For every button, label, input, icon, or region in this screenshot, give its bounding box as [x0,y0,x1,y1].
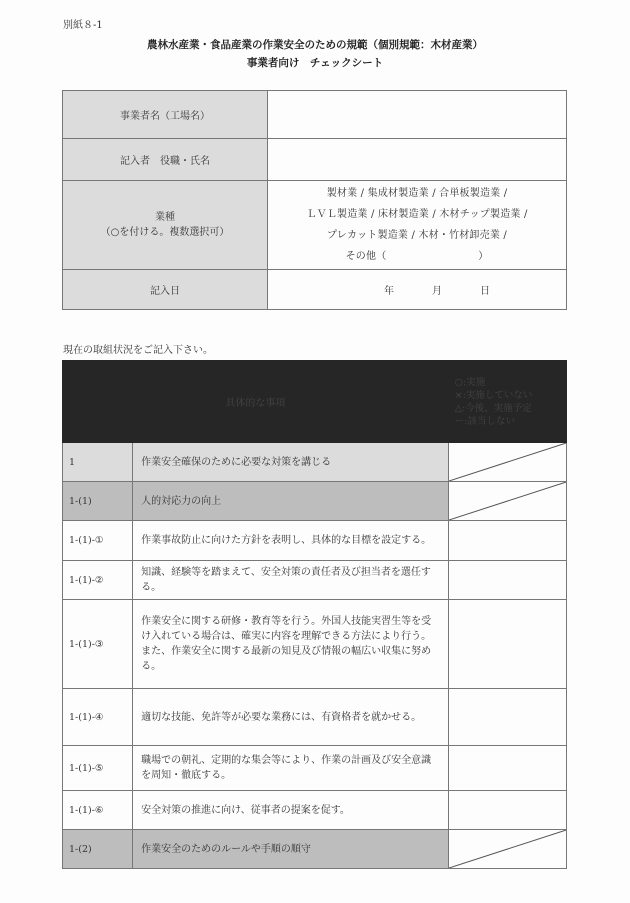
row-description: 作業安全確保のために必要な対策を講じる [133,443,449,482]
table-row [63,600,567,689]
date-month-label: 月 [432,286,442,297]
document-subtitle: 事業者向け チェックシート [246,57,384,69]
checklist-header-row [63,361,567,443]
status-legend [448,361,566,443]
status-cell-disabled [448,482,566,521]
business-name-row [63,91,567,139]
row-number: 1-(1) [63,482,133,521]
writer-label: 記入者 役職・氏名 [63,139,268,181]
industry-option-line[interactable]: プレカット製造業 / 木材・竹材卸売業 / [327,230,507,241]
business-name-field[interactable] [268,91,567,139]
row-number: 1-(1)-⑥ [63,791,133,830]
status-cell-disabled [448,443,566,482]
annex-label: 別紙８-1 [63,20,103,31]
industry-label: 業種 [155,212,175,223]
header-item: 具体的な事項 [63,361,449,443]
row-number: 1-(1)-⑤ [63,746,133,791]
legend-done: ○:実施 [454,376,486,388]
industry-option-line[interactable]: 製材業 / 集成材製造業 / 合単板製造業 / [326,188,508,199]
status-input-cell[interactable] [448,746,566,791]
row-number: 1-(1)-① [63,521,133,561]
row-number: 1 [63,443,133,482]
status-input-cell[interactable] [448,600,566,689]
row-number: 1-(1)-④ [63,689,133,746]
row-description: 作業安全のためのルールや手順の順守 [133,830,449,869]
table-row [63,746,567,791]
diagonal-slash-icon [449,830,566,868]
legend-not-applicable: ー:該当しない [454,415,515,427]
row-description: 安全対策の推進に向け、従事者の提案を促す。 [133,791,449,830]
row-number: 1-(1)-③ [63,600,133,689]
row-description: 作業事故防止に向けた方針を表明し、具体的な目標を設定する。 [133,521,449,561]
row-description: 職場での朝礼、定期的な集会等により、作業の計画及び安全意識を周知・徹底する。 [133,746,449,791]
status-input-cell[interactable] [448,689,566,746]
document-title: 農林水産業・食品産業の作業安全のための規範（個別規範：木材産業） [147,39,483,51]
diagonal-slash-icon [449,482,566,520]
date-field[interactable] [268,270,567,310]
row-number: 1-(2) [63,830,133,869]
industry-label-cell [63,181,268,270]
row-description: 作業安全に関する研修・教育等を行う。外国人技能実習生等を受け入れている場合は、確実に内容を理解できる方法により行う。また、作業安全に関する最新の知見及び情報の幅広い収集に努める。 [133,600,449,689]
row-description: 知識、経験等を踏まえて、安全対策の責任者及び担当者を選任する。 [133,561,449,600]
legend-planned: △:今後、実施予定 [454,402,532,414]
status-input-cell[interactable] [448,791,566,830]
table-row [63,443,567,482]
checklist-table [62,360,567,869]
table-row [63,689,567,746]
table-row [63,561,567,600]
row-description: 適切な技能、免許等が必要な業務には、有資格者を就かせる。 [133,689,449,746]
industry-row [63,181,567,270]
business-name-label: 事業者名（工場名） [63,91,268,139]
row-description: 人的対応力の向上 [133,482,449,521]
industry-options-field[interactable] [268,181,567,270]
info-table [62,90,567,310]
table-row [63,791,567,830]
industry-option-line[interactable]: ＬＶＬ製造業 / 床材製造業 / 木材チップ製造業 / [306,209,528,220]
legend-not-done: ×:実施していない [454,389,533,401]
writer-field[interactable] [268,139,567,181]
status-input-cell[interactable] [448,561,566,600]
diagonal-slash-icon [449,443,566,481]
date-year-label: 年 [384,286,394,297]
table-row [63,830,567,869]
status-input-cell[interactable] [448,521,566,561]
instruction-text: 現在の取組状況をご記入下さい。 [63,345,213,356]
industry-sub-label: （○を付ける。複数選択可） [100,227,230,238]
table-row [63,482,567,521]
status-cell-disabled [448,830,566,869]
row-number: 1-(1)-② [63,561,133,600]
table-row [63,521,567,561]
date-row [63,270,567,310]
date-label: 記入日 [63,270,268,310]
writer-row [63,139,567,181]
industry-option-line[interactable]: その他（ ） [345,251,489,262]
date-day-label: 日 [480,286,490,297]
